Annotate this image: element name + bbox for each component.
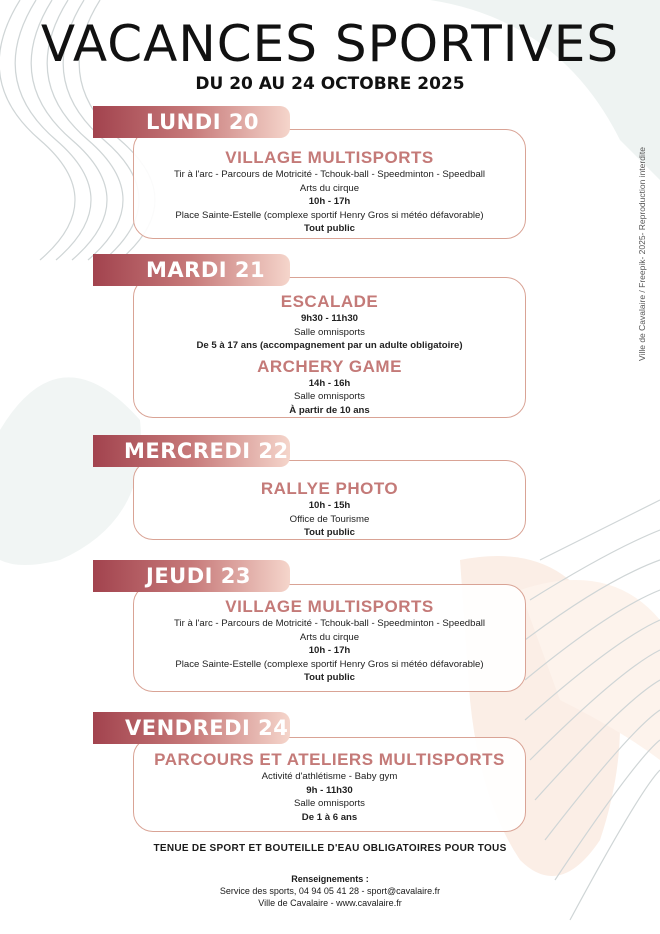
activity-location: Office de Tourisme <box>289 513 370 525</box>
activity-audience: De 5 à 17 ans (accompagnement par un adulte obligatoire) <box>196 340 463 352</box>
activity-card <box>133 584 526 692</box>
activity-card <box>133 129 526 239</box>
side-credit: Ville de Cavalaire / Freepik- 2025- Reproduction interdite <box>637 147 647 361</box>
activity-audience: De 1 à 6 ans <box>301 811 358 823</box>
activity-audience: À partir de 10 ans <box>289 404 370 416</box>
activity-location: Salle omnisports <box>294 798 365 810</box>
activity-audience: Tout public <box>304 223 355 235</box>
activity-card <box>133 737 526 832</box>
info-title: Renseignements : <box>291 874 369 884</box>
activity-location: Place Sainte-Estelle (complexe sportif Henry Gros si météo défavorable) <box>175 658 484 670</box>
info-website: Ville de Cavalaire - www.cavalaire.fr <box>258 898 402 908</box>
day-label: LUNDI 20 <box>93 106 290 138</box>
activity-title: RALLYE PHOTO <box>260 479 399 498</box>
activity-detail: Activité d'athlétisme - Baby gym <box>261 771 398 782</box>
activity-hours: 10h - 17h <box>308 196 351 208</box>
activity-detail: Arts du cirque <box>299 182 360 194</box>
activity-hours: 10h - 15h <box>308 500 351 511</box>
activity-location: Place Sainte-Estelle (complexe sportif Henry Gros si météo défavorable) <box>175 209 484 221</box>
activity-location: Salle omnisports <box>294 326 365 338</box>
activity-title: VILLAGE MULTISPORTS <box>225 148 434 167</box>
activity-hours: 9h30 - 11h30 <box>300 313 359 324</box>
day-label: VENDREDI 24 <box>93 712 290 744</box>
page-title: VACANCES SPORTIVES <box>40 15 620 73</box>
day-label: JEUDI 23 <box>93 560 290 592</box>
activity-title: VILLAGE MULTISPORTS <box>225 597 434 616</box>
activity-title: ESCALADE <box>280 292 379 311</box>
activity-hours: 14h - 16h <box>308 377 351 389</box>
activity-card <box>133 460 526 540</box>
activity-location: Salle omnisports <box>294 391 365 403</box>
activity-title: PARCOURS ET ATELIERS MULTISPORTS <box>154 750 505 769</box>
activity-detail: Tir à l'arc - Parcours de Motricité - Tchouk-ball - Speedminton - Speedball <box>173 618 486 629</box>
activity-detail: Arts du cirque <box>299 631 360 643</box>
activity-audience: Tout public <box>304 527 355 539</box>
activity-card <box>133 277 526 418</box>
activity-audience: Tout public <box>304 672 355 684</box>
date-range: DU 20 AU 24 OCTOBRE 2025 <box>195 74 465 94</box>
info-contact: Service des sports, 04 94 05 41 28 - sport@cavalaire.fr <box>219 886 441 896</box>
mandatory-notice: TENUE DE SPORT ET BOUTEILLE D'EAU OBLIGATOIRES POUR TOUS <box>153 843 507 854</box>
activity-hours: 9h - 11h30 <box>306 784 353 796</box>
activity-hours: 10h - 17h <box>308 645 351 657</box>
activity-title: ARCHERY GAME <box>257 356 402 376</box>
activity-detail: Tir à l'arc - Parcours de Motricité - Tchouk-ball - Speedminton - Speedball <box>173 169 486 180</box>
day-label: MARDI 21 <box>93 254 290 286</box>
day-label: MERCREDI 22 <box>93 435 290 467</box>
